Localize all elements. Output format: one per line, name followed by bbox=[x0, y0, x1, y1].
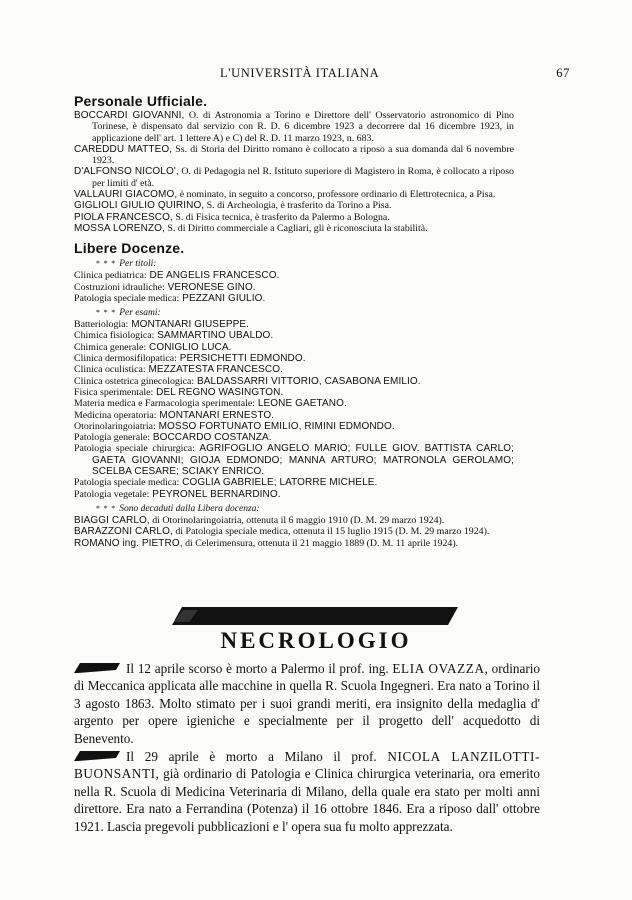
person-name: BIAGGI CARLO, bbox=[74, 514, 150, 526]
journal-title: L'UNIVERSITÀ ITALIANA bbox=[220, 66, 380, 80]
obituary-text: , già ordinario di Patologia e Clinica chirurgica veterinaria, ora emerito nella R. Scuola di Medicina Veterinaria di Milano, della quale era stato per molti anni direttore. Era nato a Ferrandina (Potenza) il 16 ottobre 1846. Era a riposo dall' ottobre 1921. Lascia pregevoli pubblicazioni e l' opera sua fu molto apprezzata. bbox=[74, 766, 540, 834]
discipline-label: Patologia speciale chirurgica: bbox=[74, 443, 195, 455]
docent-names: CONIGLIO LUCA. bbox=[146, 341, 232, 353]
paragraph-mark-icon bbox=[74, 662, 122, 673]
personale-entry bbox=[74, 200, 514, 211]
discipline-label: Chimica generale: bbox=[74, 341, 147, 353]
docenza-entry bbox=[74, 421, 514, 432]
person-name: VALLAURI GIACOMO, bbox=[74, 189, 178, 201]
obituary-text: Il 12 aprile scorso è morto a Palermo il prof. ing. bbox=[126, 661, 393, 676]
decaduti-subheading bbox=[96, 503, 514, 515]
discipline-label: Clinica dermosifilopatica: bbox=[74, 353, 177, 365]
per-titoli-subheading bbox=[96, 258, 514, 270]
necrologio-heading: NECROLOGIO bbox=[220, 628, 412, 653]
docenza-entry bbox=[74, 410, 514, 421]
personale-entry bbox=[74, 212, 514, 223]
discipline-label: Patologia vegetale: bbox=[74, 488, 150, 500]
obituary-paragraph bbox=[74, 748, 540, 835]
obituary-text: Il 29 aprile è morto a Milano il prof. bbox=[126, 749, 388, 765]
discipline-label: Chimica fisiologica: bbox=[74, 330, 155, 342]
docent-names: MEZZATESTA FRANCESCO. bbox=[145, 364, 283, 376]
docenza-entry bbox=[74, 387, 514, 398]
docenza-entry bbox=[74, 376, 514, 387]
docenze-heading: Libere Docenze. bbox=[74, 240, 185, 257]
personale-entry bbox=[74, 223, 514, 234]
docenza-entry bbox=[74, 319, 514, 330]
person-name: BOCCARDI GIOVANNI, bbox=[74, 110, 185, 121]
per-esami-subheading bbox=[96, 307, 514, 319]
decaduto-entry bbox=[74, 515, 514, 526]
discipline-label: Otorinolaringoiatria: bbox=[74, 420, 156, 432]
docent-names: PEYRONEL BERNARDINO. bbox=[149, 488, 281, 500]
decaduto-entry bbox=[74, 538, 514, 549]
page-number: 67 bbox=[556, 66, 570, 80]
deceased-name: NICOLA LANZILOTTI-BUONSANTI bbox=[74, 749, 540, 782]
person-name: CAREDDU MATTEO, bbox=[74, 143, 173, 155]
person-name: GIGLIOLI GIULIO QUIRINO, bbox=[74, 200, 205, 212]
discipline-label: Patologia generale: bbox=[74, 432, 150, 444]
entry-text: O. di Pedagogia nel R. Istituto superiore di Magistero in Roma, è collocato a riposo per limiti d' età. bbox=[92, 166, 514, 189]
docenza-entry bbox=[74, 489, 514, 500]
docent-names: BALDASSARRI VITTORIO, CASABONA EMILIO. bbox=[194, 375, 421, 387]
discipline-label: Costruzioni idrauliche: bbox=[74, 281, 165, 293]
discipline-label: Materia medica e Farmacologia sperimentale: bbox=[74, 398, 255, 410]
person-name: D'ALFONSO NICOLO', bbox=[74, 166, 179, 178]
entry-text: S. di Fisica tecnica, è trasferito da Palermo a Bologna. bbox=[172, 211, 390, 223]
docent-names: MONTANARI ERNESTO. bbox=[156, 409, 275, 421]
discipline-label: Clinica ostetrica ginecologica: bbox=[74, 375, 195, 387]
entry-text: O. di Astronomia a Torino e Direttore dell' Osservatorio astronomico di Pino Torinese, è dispensato dal servizio con R. D. 6 dicembre 1923 a decorrere dal 16 dicembre 1923, in applicazione dell' art. 1 lettere A) e C) del R. D. 11 marzo 1923, n. 683. bbox=[92, 110, 514, 144]
necrologio-body bbox=[74, 660, 540, 835]
docenza-entry bbox=[74, 364, 514, 375]
obituary-text: , ordinario di Meccanica applicata alle macchine in quella R. Scuola Ingegneri. Era nato a Torino il 3 agosto 1863. Molto stimato per i suoi grandi meriti, era insignito della medaglia d' argento per opere igieniche e specialmente per il progetto dell' acquedotto di Benevento. bbox=[74, 661, 541, 746]
docent-names: AGRIFOGLIO ANGELO MARIO; FULLE GIOV. BATTISTA CARLO; GAETA GIOVANNI; GIOJA EDMONDO; MANNA ARTURO; MATRONOLA GEROLAMO; SCELBA CESARE; SCIAKY ENRICO. bbox=[92, 443, 514, 478]
docent-names: BOCCARDO COSTANZA. bbox=[149, 432, 272, 444]
docent-names: MOSSO FORTUNATO EMILIO, RIMINI EDMONDO. bbox=[155, 420, 395, 432]
per-titoli-list bbox=[74, 270, 514, 304]
decaduti-label: Sono decaduti dalla Libera docenza: bbox=[119, 503, 260, 514]
docent-names: LEONE GAETANO. bbox=[254, 398, 347, 410]
docenza-entry bbox=[74, 270, 514, 281]
discipline-label: Patologia speciale medica: bbox=[74, 292, 180, 304]
decaduto-entry bbox=[74, 526, 514, 537]
main-content bbox=[74, 93, 514, 549]
docent-names: VERONESE GINO. bbox=[164, 281, 256, 293]
docent-names: DE ANGELIS FRANCESCO. bbox=[146, 270, 280, 282]
person-name: MOSSA LORENZO, bbox=[74, 222, 165, 234]
entry-text: Ss. di Storia del Diritto romano è collocato a riposo a sua domanda dal 6 novembre 1923. bbox=[92, 143, 514, 167]
discipline-label: Patologia speciale medica: bbox=[74, 477, 180, 489]
personale-entry bbox=[74, 166, 514, 189]
decorative-banner bbox=[172, 607, 458, 625]
asterism-icon: * * * bbox=[96, 503, 117, 513]
docent-names: COGLIA GABRIELE; LATORRE MICHELE. bbox=[179, 477, 378, 489]
entry-text: di Otorinolaringoiatria, ottenuta il 6 maggio 1910 (D. M. 29 marzo 1924). bbox=[149, 514, 445, 526]
docenza-entry bbox=[74, 477, 514, 488]
personale-heading: Personale Ufficiale. bbox=[74, 93, 208, 109]
personale-entry bbox=[74, 189, 514, 200]
deceased-name: ELIA OVAZZA bbox=[392, 661, 485, 676]
person-name: ROMANO ing. PIETRO, bbox=[74, 537, 183, 549]
obituary-paragraph bbox=[74, 660, 540, 747]
docent-names: SAMMARTINO UBALDO. bbox=[154, 330, 274, 342]
docent-names: PEZZANI GIULIO. bbox=[179, 292, 266, 304]
entry-text: S. di Diritto commerciale a Cagliari, gli è riconosciuta la stabilità. bbox=[164, 222, 428, 234]
discipline-label: Medicina operatoria: bbox=[74, 409, 157, 421]
entry-text: di Patologia speciale medica, ottenuta il 15 luglio 1915 (D. M. 29 marzo 1924). bbox=[172, 526, 490, 538]
personale-entry bbox=[74, 144, 514, 167]
docenza-entry bbox=[74, 432, 514, 443]
entry-text: è nominato, in seguito a concorso, professore ordinario di Elettrotecnica, a Pisa. bbox=[177, 189, 496, 201]
person-name: PIOLA FRANCESCO, bbox=[74, 211, 173, 223]
discipline-label: Clinica pediatrica: bbox=[74, 270, 147, 282]
docenza-entry bbox=[74, 342, 514, 353]
per-titoli-label: Per titoli: bbox=[119, 259, 157, 270]
docent-names: DEL REGNO WASINGTON. bbox=[153, 386, 284, 398]
entry-text: S. di Archeologia, è trasferito da Torino a Pisa. bbox=[204, 200, 392, 212]
decaduti-list bbox=[74, 515, 514, 549]
docenza-entry bbox=[74, 398, 514, 409]
docent-names: PERSICHETTI EDMONDO. bbox=[176, 353, 306, 365]
discipline-label: Clinica oculistica: bbox=[74, 364, 146, 376]
docent-names: MONTANARI GIUSEPPE. bbox=[128, 319, 250, 331]
person-name: BARAZZONI CARLO, bbox=[74, 526, 173, 538]
personale-list bbox=[74, 110, 514, 234]
docenza-entry bbox=[74, 443, 514, 477]
docenza-entry bbox=[74, 293, 514, 304]
docenza-entry bbox=[74, 282, 514, 293]
per-esami-list bbox=[74, 319, 514, 500]
docenza-entry bbox=[74, 330, 514, 341]
per-esami-label: Per esami: bbox=[119, 308, 161, 319]
docenza-entry bbox=[74, 353, 514, 364]
asterism-icon: * * * bbox=[96, 259, 117, 269]
entry-text: di Celerimensura, ottenuta il 21 maggio 1889 (D. M. 11 aprile 1924). bbox=[182, 537, 459, 549]
discipline-label: Fisica sperimentale: bbox=[74, 386, 154, 398]
paragraph-mark-icon bbox=[74, 750, 122, 761]
discipline-label: Batteriologia: bbox=[74, 319, 129, 331]
personale-entry bbox=[74, 110, 514, 144]
asterism-icon: * * * bbox=[96, 308, 117, 318]
